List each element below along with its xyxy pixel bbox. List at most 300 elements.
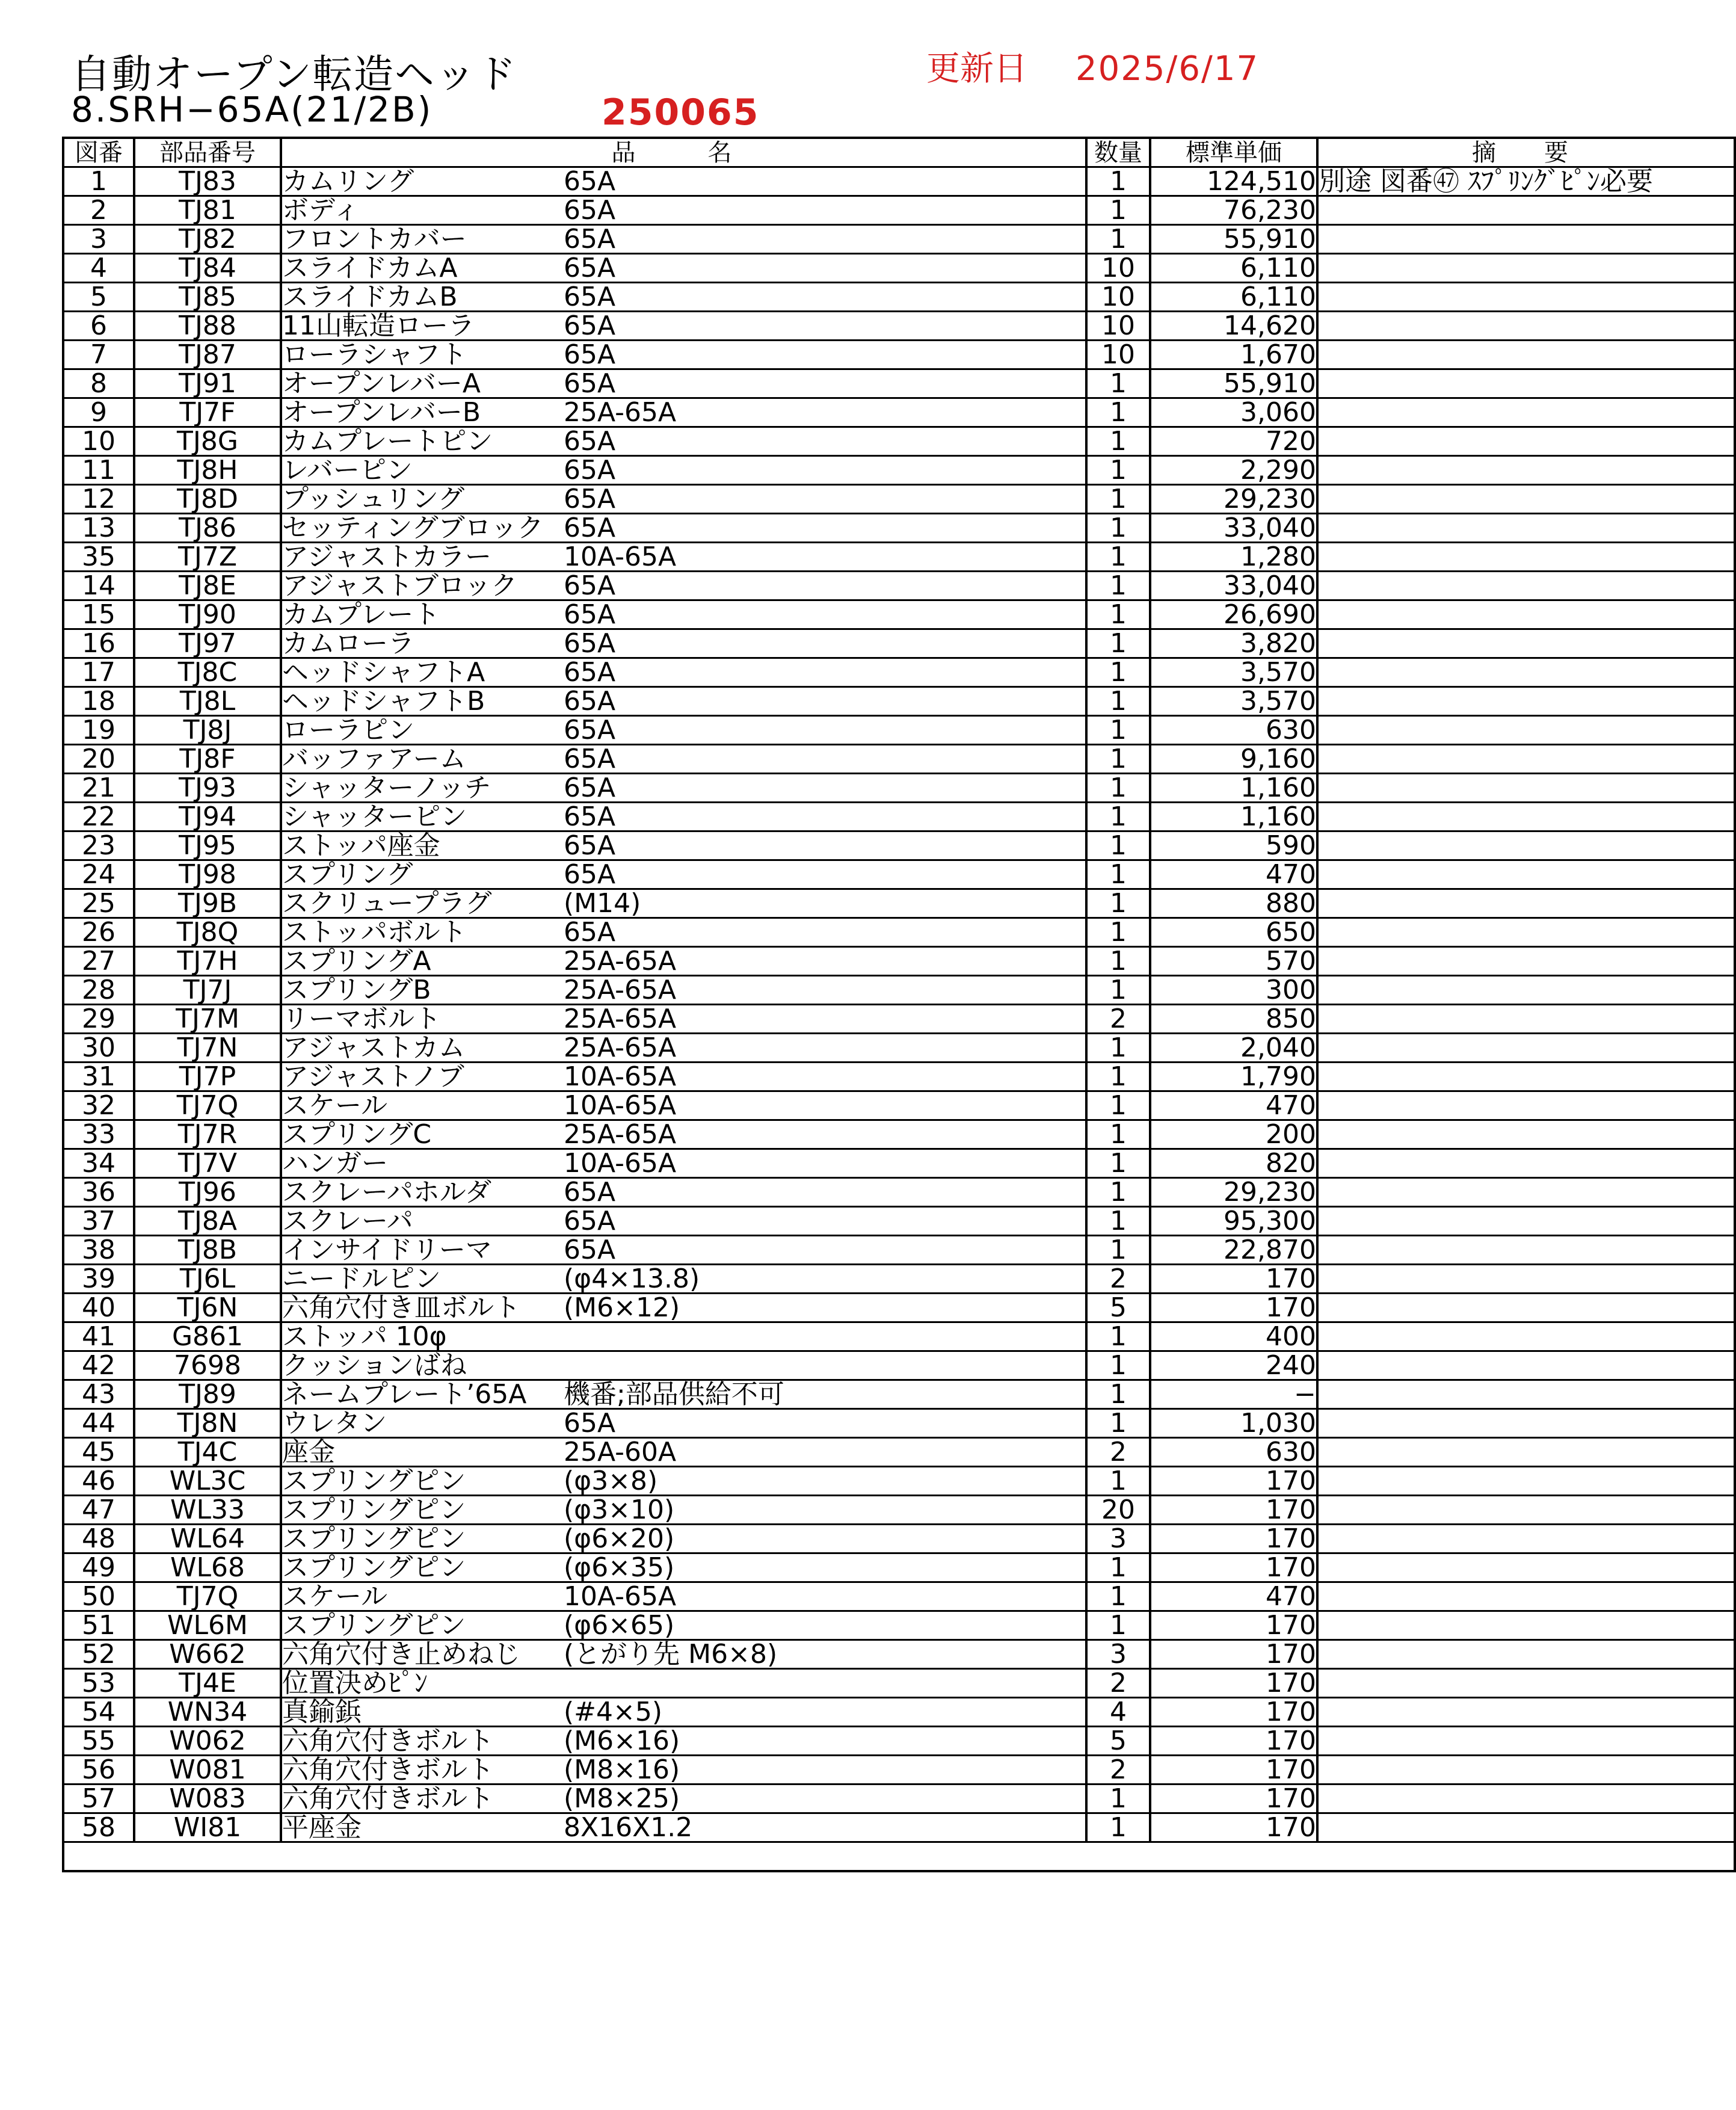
cell-remarks — [1317, 658, 1735, 687]
cell-part-number: W081 — [134, 1756, 281, 1785]
cell-remarks — [1317, 543, 1735, 572]
cell-remarks — [1317, 918, 1735, 947]
cell-unit-price: 29,230 — [1150, 1178, 1317, 1207]
cell-remarks — [1317, 1669, 1735, 1698]
header-quantity: 数量 — [1086, 138, 1150, 167]
cell-no: 57 — [63, 1785, 134, 1813]
table-row — [63, 543, 1735, 572]
table-row — [63, 1467, 1735, 1496]
cell-unit-price: 33,040 — [1150, 514, 1317, 543]
cell-item-name: 座金 — [281, 1438, 564, 1467]
cell-no: 38 — [63, 1236, 134, 1265]
cell-quantity: 3 — [1086, 1640, 1150, 1669]
cell-remarks — [1317, 572, 1735, 600]
cell-item-name: プッシュリング — [281, 485, 564, 514]
table-row — [63, 1351, 1735, 1380]
cell-no: 14 — [63, 572, 134, 600]
cell-item-name: アジャストブロック — [281, 572, 564, 600]
cell-quantity: 1 — [1086, 543, 1150, 572]
cell-unit-price: 200 — [1150, 1120, 1317, 1149]
table-row — [63, 1380, 1735, 1409]
empty-footer-cell — [63, 1842, 1735, 1872]
cell-no: 29 — [63, 1005, 134, 1034]
table-row — [63, 918, 1735, 947]
cell-unit-price: 470 — [1150, 1091, 1317, 1120]
cell-part-number: TJ7M — [134, 1005, 281, 1034]
cell-remarks — [1317, 1380, 1735, 1409]
cell-spec: (M8×16) — [564, 1756, 1086, 1785]
cell-spec: 65A — [564, 774, 1086, 803]
cell-remarks — [1317, 1496, 1735, 1525]
cell-quantity: 1 — [1086, 1409, 1150, 1438]
cell-part-number: TJ88 — [134, 312, 281, 341]
cell-quantity: 1 — [1086, 1063, 1150, 1091]
cell-unit-price: 1,160 — [1150, 803, 1317, 831]
cell-spec: (φ3×10) — [564, 1496, 1086, 1525]
cell-spec: 65A — [564, 485, 1086, 514]
cell-no: 17 — [63, 658, 134, 687]
cell-unit-price: 3,570 — [1150, 658, 1317, 687]
cell-quantity: 1 — [1086, 1236, 1150, 1265]
cell-spec: 25A-65A — [564, 1120, 1086, 1149]
cell-quantity: 2 — [1086, 1669, 1150, 1698]
cell-spec: (とがり先 M6×8) — [564, 1640, 1086, 1669]
cell-unit-price: 170 — [1150, 1698, 1317, 1727]
cell-unit-price: 170 — [1150, 1496, 1317, 1525]
cell-item-name: フロントカバー — [281, 225, 564, 254]
table-row — [63, 831, 1735, 860]
cell-unit-price: 6,110 — [1150, 254, 1317, 283]
cell-item-name: シャッターピン — [281, 803, 564, 831]
cell-spec: 65A — [564, 456, 1086, 485]
cell-part-number: WL33 — [134, 1496, 281, 1525]
cell-remarks — [1317, 1467, 1735, 1496]
cell-quantity: 10 — [1086, 254, 1150, 283]
cell-item-name: スライドカムB — [281, 283, 564, 312]
cell-unit-price: 300 — [1150, 976, 1317, 1005]
cell-item-name: オープンレバーB — [281, 398, 564, 427]
cell-unit-price: 400 — [1150, 1322, 1317, 1351]
cell-unit-price: 1,790 — [1150, 1063, 1317, 1091]
cell-remarks — [1317, 889, 1735, 918]
cell-quantity: 1 — [1086, 369, 1150, 398]
cell-no: 54 — [63, 1698, 134, 1727]
cell-quantity: 1 — [1086, 1611, 1150, 1640]
empty-footer-row — [63, 1842, 1735, 1872]
cell-spec: (M8×25) — [564, 1785, 1086, 1813]
cell-remarks — [1317, 1207, 1735, 1236]
cell-remarks — [1317, 369, 1735, 398]
cell-spec: 10A-65A — [564, 543, 1086, 572]
cell-part-number: TJ8N — [134, 1409, 281, 1438]
cell-quantity: 1 — [1086, 745, 1150, 774]
cell-spec: 8X16X1.2 — [564, 1813, 1086, 1842]
cell-no: 31 — [63, 1063, 134, 1091]
cell-unit-price: 1,670 — [1150, 341, 1317, 369]
table-row — [63, 774, 1735, 803]
cell-item-name: ボディ — [281, 196, 564, 225]
cell-item-name: スプリングピン — [281, 1553, 564, 1582]
cell-quantity: 1 — [1086, 1149, 1150, 1178]
table-row — [63, 1727, 1735, 1756]
cell-no: 56 — [63, 1756, 134, 1785]
cell-unit-price: 3,820 — [1150, 629, 1317, 658]
table-row — [63, 1611, 1735, 1640]
table-row — [63, 1496, 1735, 1525]
cell-quantity: 1 — [1086, 1207, 1150, 1236]
cell-quantity: 1 — [1086, 1785, 1150, 1813]
cell-no: 35 — [63, 543, 134, 572]
cell-spec: 65A — [564, 1409, 1086, 1438]
cell-quantity: 1 — [1086, 803, 1150, 831]
cell-quantity: 3 — [1086, 1525, 1150, 1553]
cell-spec: 65A — [564, 427, 1086, 456]
cell-part-number: TJ91 — [134, 369, 281, 398]
cell-unit-price: 170 — [1150, 1294, 1317, 1322]
table-row — [63, 196, 1735, 225]
cell-unit-price: 14,620 — [1150, 312, 1317, 341]
cell-no: 10 — [63, 427, 134, 456]
table-row — [63, 1294, 1735, 1322]
cell-part-number: TJ8J — [134, 716, 281, 745]
cell-remarks — [1317, 1120, 1735, 1149]
cell-remarks — [1317, 1063, 1735, 1091]
cell-part-number: WI81 — [134, 1813, 281, 1842]
cell-part-number: TJ85 — [134, 283, 281, 312]
cell-item-name: 平座金 — [281, 1813, 564, 1842]
cell-no: 15 — [63, 600, 134, 629]
cell-item-name: リーマボルト — [281, 1005, 564, 1034]
cell-unit-price: 880 — [1150, 889, 1317, 918]
table-row — [63, 1582, 1735, 1611]
cell-quantity: 5 — [1086, 1294, 1150, 1322]
cell-part-number: TJ8A — [134, 1207, 281, 1236]
cell-item-name: ヘッドシャフトA — [281, 658, 564, 687]
cell-quantity: 20 — [1086, 1496, 1150, 1525]
table-row — [63, 658, 1735, 687]
cell-no: 40 — [63, 1294, 134, 1322]
cell-item-name: インサイドリーマ — [281, 1236, 564, 1265]
cell-quantity: 1 — [1086, 572, 1150, 600]
update-date: 2025/6/17 — [1076, 49, 1260, 88]
table-row — [63, 1236, 1735, 1265]
cell-remarks — [1317, 803, 1735, 831]
cell-remarks — [1317, 398, 1735, 427]
cell-part-number: WL68 — [134, 1553, 281, 1582]
cell-spec: 10A-65A — [564, 1063, 1086, 1091]
cell-part-number: TJ90 — [134, 600, 281, 629]
cell-part-number: TJ84 — [134, 254, 281, 283]
cell-item-name: スプリングピン — [281, 1525, 564, 1553]
cell-no: 45 — [63, 1438, 134, 1467]
cell-part-number: TJ7H — [134, 947, 281, 976]
cell-item-name: 真鍮鋲 — [281, 1698, 564, 1727]
cell-quantity: 1 — [1086, 629, 1150, 658]
cell-item-name: レバーピン — [281, 456, 564, 485]
cell-no: 6 — [63, 312, 134, 341]
cell-no: 8 — [63, 369, 134, 398]
cell-spec: 65A — [564, 658, 1086, 687]
cell-spec: 65A — [564, 254, 1086, 283]
cell-remarks — [1317, 1611, 1735, 1640]
cell-no: 37 — [63, 1207, 134, 1236]
cell-item-name: スプリングピン — [281, 1496, 564, 1525]
cell-quantity: 1 — [1086, 1380, 1150, 1409]
cell-no: 49 — [63, 1553, 134, 1582]
cell-spec: 65A — [564, 745, 1086, 774]
cell-remarks — [1317, 1409, 1735, 1438]
cell-unit-price: 2,290 — [1150, 456, 1317, 485]
cell-spec: 25A-65A — [564, 976, 1086, 1005]
cell-item-name: シャッターノッチ — [281, 774, 564, 803]
cell-part-number: TJ93 — [134, 774, 281, 803]
cell-no: 9 — [63, 398, 134, 427]
cell-unit-price: 470 — [1150, 860, 1317, 889]
cell-spec: (#4×5) — [564, 1698, 1086, 1727]
cell-unit-price: 76,230 — [1150, 196, 1317, 225]
cell-unit-price: 170 — [1150, 1525, 1317, 1553]
cell-unit-price: 470 — [1150, 1582, 1317, 1611]
cell-unit-price: 22,870 — [1150, 1236, 1317, 1265]
cell-item-name: 位置決めﾋﾟﾝ — [281, 1669, 564, 1698]
cell-part-number: TJ4C — [134, 1438, 281, 1467]
cell-quantity: 1 — [1086, 889, 1150, 918]
cell-spec: (φ6×35) — [564, 1553, 1086, 1582]
cell-unit-price: 26,690 — [1150, 600, 1317, 629]
cell-remarks — [1317, 1322, 1735, 1351]
table-row — [63, 1409, 1735, 1438]
cell-unit-price: − — [1150, 1380, 1317, 1409]
table-row — [63, 1120, 1735, 1149]
header-item-name: 品 名 — [281, 138, 1086, 167]
cell-no: 30 — [63, 1034, 134, 1063]
cell-part-number: WN34 — [134, 1698, 281, 1727]
cell-quantity: 1 — [1086, 947, 1150, 976]
cell-remarks — [1317, 687, 1735, 716]
table-row — [63, 1525, 1735, 1553]
cell-part-number: TJ8C — [134, 658, 281, 687]
cell-item-name: セッティングブロック — [281, 514, 564, 543]
cell-remarks — [1317, 1265, 1735, 1294]
cell-item-name: スクリュープラグ — [281, 889, 564, 918]
cell-part-number: TJ95 — [134, 831, 281, 860]
header-unit-price: 標準単価 — [1150, 138, 1317, 167]
cell-remarks — [1317, 716, 1735, 745]
cell-quantity: 1 — [1086, 600, 1150, 629]
table-row — [63, 398, 1735, 427]
cell-item-name: カムプレート — [281, 600, 564, 629]
cell-item-name: ヘッドシャフトB — [281, 687, 564, 716]
cell-no: 34 — [63, 1149, 134, 1178]
cell-no: 22 — [63, 803, 134, 831]
cell-remarks — [1317, 774, 1735, 803]
cell-no: 46 — [63, 1467, 134, 1496]
table-row — [63, 572, 1735, 600]
cell-part-number: TJ7V — [134, 1149, 281, 1178]
cell-spec: 65A — [564, 1236, 1086, 1265]
cell-remarks — [1317, 1351, 1735, 1380]
parts-table-body — [63, 167, 1735, 1872]
cell-item-name: スプリングピン — [281, 1467, 564, 1496]
cell-no: 53 — [63, 1669, 134, 1698]
cell-spec: 65A — [564, 803, 1086, 831]
cell-part-number: TJ7J — [134, 976, 281, 1005]
cell-remarks — [1317, 427, 1735, 456]
cell-no: 11 — [63, 456, 134, 485]
cell-unit-price: 170 — [1150, 1553, 1317, 1582]
cell-remarks — [1317, 976, 1735, 1005]
cell-quantity: 1 — [1086, 831, 1150, 860]
cell-item-name: スプリング — [281, 860, 564, 889]
update-label: 更新日 — [926, 49, 1027, 88]
cell-part-number: TJ8B — [134, 1236, 281, 1265]
cell-item-name: 六角穴付きボルト — [281, 1785, 564, 1813]
cell-spec: (φ6×65) — [564, 1611, 1086, 1640]
cell-item-name: ローラシャフト — [281, 341, 564, 369]
cell-part-number: 7698 — [134, 1351, 281, 1380]
cell-part-number: TJ8H — [134, 456, 281, 485]
cell-spec — [564, 1669, 1086, 1698]
cell-no: 18 — [63, 687, 134, 716]
cell-item-name: スクレーパホルダ — [281, 1178, 564, 1207]
cell-no: 51 — [63, 1611, 134, 1640]
cell-no: 7 — [63, 341, 134, 369]
cell-part-number: TJ9B — [134, 889, 281, 918]
cell-no: 25 — [63, 889, 134, 918]
cell-no: 13 — [63, 514, 134, 543]
cell-unit-price: 820 — [1150, 1149, 1317, 1178]
cell-no: 48 — [63, 1525, 134, 1553]
cell-part-number: TJ8G — [134, 427, 281, 456]
cell-part-number: TJ87 — [134, 341, 281, 369]
cell-item-name: スケール — [281, 1091, 564, 1120]
cell-quantity: 1 — [1086, 1582, 1150, 1611]
cell-no: 32 — [63, 1091, 134, 1120]
cell-unit-price: 9,160 — [1150, 745, 1317, 774]
cell-quantity: 1 — [1086, 1034, 1150, 1063]
cell-unit-price: 55,910 — [1150, 225, 1317, 254]
cell-unit-price: 55,910 — [1150, 369, 1317, 398]
table-header-row — [63, 138, 1735, 167]
cell-quantity: 1 — [1086, 1813, 1150, 1842]
cell-item-name: クッションばね — [281, 1351, 564, 1380]
cell-spec: 25A-65A — [564, 398, 1086, 427]
cell-no: 55 — [63, 1727, 134, 1756]
cell-spec: (M14) — [564, 889, 1086, 918]
cell-no: 20 — [63, 745, 134, 774]
header-part-number: 部品番号 — [134, 138, 281, 167]
table-row — [63, 600, 1735, 629]
cell-spec: 65A — [564, 341, 1086, 369]
table-row — [63, 1091, 1735, 1120]
cell-quantity: 2 — [1086, 1005, 1150, 1034]
cell-spec: 65A — [564, 225, 1086, 254]
table-row — [63, 860, 1735, 889]
cell-unit-price: 170 — [1150, 1265, 1317, 1294]
cell-part-number: W062 — [134, 1727, 281, 1756]
cell-part-number: TJ7Q — [134, 1091, 281, 1120]
cell-no: 52 — [63, 1640, 134, 1669]
cell-quantity: 1 — [1086, 167, 1150, 196]
cell-no: 1 — [63, 167, 134, 196]
cell-remarks — [1317, 1698, 1735, 1727]
cell-part-number: TJ7N — [134, 1034, 281, 1063]
cell-spec: 65A — [564, 860, 1086, 889]
cell-unit-price: 29,230 — [1150, 485, 1317, 514]
cell-remarks — [1317, 312, 1735, 341]
cell-spec: (M6×16) — [564, 1727, 1086, 1756]
cell-part-number: TJ94 — [134, 803, 281, 831]
cell-unit-price: 170 — [1150, 1611, 1317, 1640]
cell-quantity: 1 — [1086, 1351, 1150, 1380]
cell-quantity: 1 — [1086, 485, 1150, 514]
cell-quantity: 1 — [1086, 716, 1150, 745]
cell-remarks — [1317, 283, 1735, 312]
cell-unit-price: 590 — [1150, 831, 1317, 860]
cell-unit-price: 95,300 — [1150, 1207, 1317, 1236]
cell-item-name: ニードルピン — [281, 1265, 564, 1294]
cell-item-name: スプリングピン — [281, 1611, 564, 1640]
cell-part-number: TJ98 — [134, 860, 281, 889]
table-row — [63, 312, 1735, 341]
cell-spec: (φ6×20) — [564, 1525, 1086, 1553]
cell-unit-price: 650 — [1150, 918, 1317, 947]
cell-item-name: カムリング — [281, 167, 564, 196]
cell-spec: 機番;部品供給不可 — [564, 1380, 1086, 1409]
cell-no: 19 — [63, 716, 134, 745]
cell-item-name: アジャストノブ — [281, 1063, 564, 1091]
cell-quantity: 1 — [1086, 1553, 1150, 1582]
cell-part-number: TJ8E — [134, 572, 281, 600]
cell-no: 58 — [63, 1813, 134, 1842]
table-row — [63, 456, 1735, 485]
cell-spec: 65A — [564, 687, 1086, 716]
cell-unit-price: 1,280 — [1150, 543, 1317, 572]
cell-quantity: 1 — [1086, 456, 1150, 485]
cell-quantity: 10 — [1086, 283, 1150, 312]
cell-unit-price: 170 — [1150, 1467, 1317, 1496]
cell-remarks — [1317, 1553, 1735, 1582]
cell-part-number: TJ97 — [134, 629, 281, 658]
cell-item-name: カムプレートピン — [281, 427, 564, 456]
cell-unit-price: 33,040 — [1150, 572, 1317, 600]
cell-remarks — [1317, 1525, 1735, 1553]
cell-no: 21 — [63, 774, 134, 803]
cell-item-name: 11山転造ローラ — [281, 312, 564, 341]
cell-quantity: 1 — [1086, 427, 1150, 456]
cell-remarks: 別途 図番㊼ ｽﾌﾟﾘﾝｸﾞﾋﾟﾝ必要 — [1317, 167, 1735, 196]
cell-remarks — [1317, 629, 1735, 658]
cell-unit-price: 570 — [1150, 947, 1317, 976]
cell-part-number: TJ7Z — [134, 543, 281, 572]
cell-remarks — [1317, 745, 1735, 774]
table-row — [63, 889, 1735, 918]
cell-unit-price: 720 — [1150, 427, 1317, 456]
cell-item-name: オープンレバーA — [281, 369, 564, 398]
cell-remarks — [1317, 1640, 1735, 1669]
cell-no: 42 — [63, 1351, 134, 1380]
cell-remarks — [1317, 1756, 1735, 1785]
cell-item-name: 六角穴付きボルト — [281, 1727, 564, 1756]
cell-part-number: WL6M — [134, 1611, 281, 1640]
cell-quantity: 10 — [1086, 341, 1150, 369]
cell-item-name: 六角穴付きボルト — [281, 1756, 564, 1785]
cell-remarks — [1317, 1236, 1735, 1265]
cell-quantity: 1 — [1086, 1091, 1150, 1120]
cell-spec: 65A — [564, 196, 1086, 225]
table-row — [63, 283, 1735, 312]
cell-remarks — [1317, 1149, 1735, 1178]
